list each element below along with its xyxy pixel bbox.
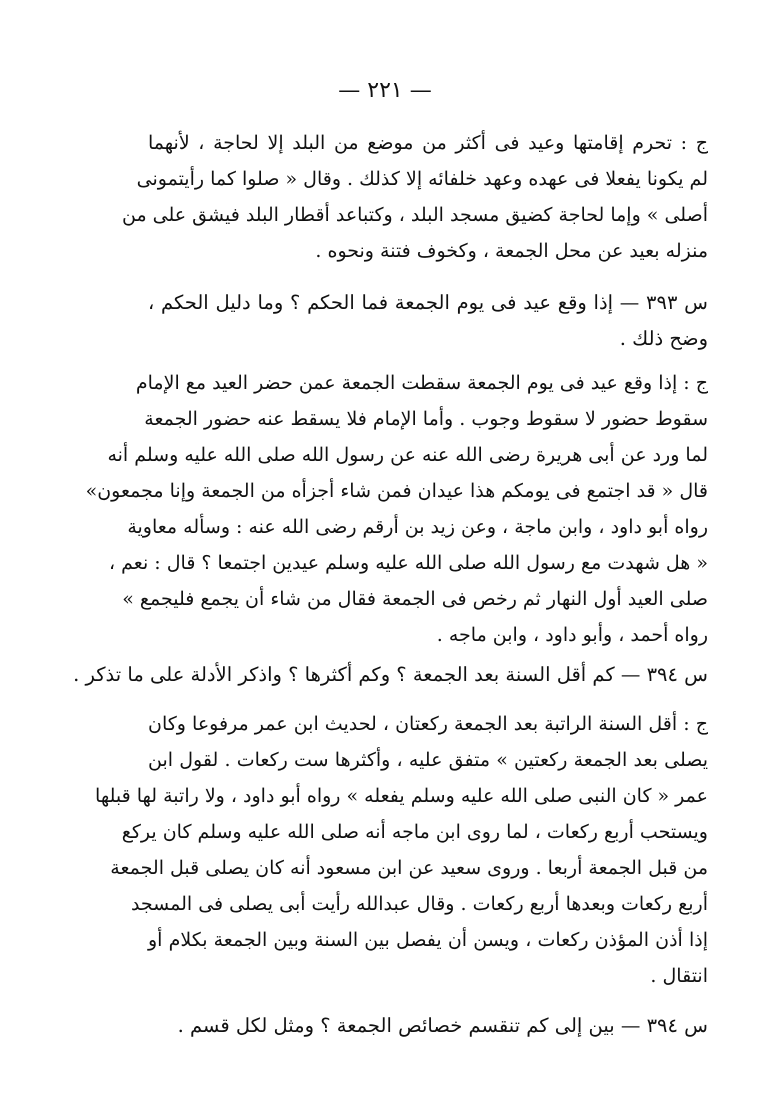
- text-line: س ٣٩٣ — إذا وقع عيد فى يوم الجمعة فما الحكم ؟ وما دليل الحكم ،: [148, 291, 708, 314]
- question-paragraph: [148, 1008, 708, 1044]
- text-line: « هل شهدت مع رسول الله صلى الله عليه وسلم عيدين اجتمعا ؟ قال : نعم ،: [108, 552, 708, 574]
- text-line: رواه أبو داود ، وابن ماجة ، وعن زيد بن أرقم رضى الله عنه : وسأله معاوية: [127, 516, 708, 538]
- answer-paragraph: [85, 365, 708, 653]
- text-line: ويستحب أربع ركعات ، لما روى ابن ماجه أنه صلى الله عليه وسلم كان يركع: [121, 821, 708, 843]
- question-paragraph: [73, 657, 708, 693]
- text-line: عمر « كان النبى صلى الله عليه وسلم يفعله » رواه أبو داود ، ولا راتبة لها قبلها: [95, 785, 708, 807]
- text-line: س ٣٩٤ — بين إلى كم تنقسم خصائص الجمعة ؟ ومثل لكل قسم .: [177, 1014, 708, 1037]
- text-line: انتقال .: [650, 965, 708, 987]
- answer-paragraph: [121, 125, 708, 269]
- text-line: إذا أذن المؤذن ركعات ، ويسن أن يفصل بين السنة وبين الجمعة بكلام أو: [148, 929, 708, 951]
- text-line: من قبل الجمعة أربعا . وروى سعيد عن ابن مسعود أنه كان يصلى قبل الجمعة: [110, 857, 708, 879]
- page-number: — ٢٢١ —: [338, 78, 432, 103]
- answer-paragraph: [95, 706, 708, 994]
- text-line: ج : إذا وقع عيد فى يوم الجمعة سقطت الجمعة عمن حضر العيد مع الإمام: [135, 372, 708, 394]
- question-paragraph: [148, 285, 708, 357]
- text-line: صلى العيد أول النهار ثم رخص فى الجمعة فقال من شاء أن يجمع فليجمع »: [122, 588, 708, 610]
- text-line: قال « قد اجتمع فى يومكم هذا عيدان فمن شاء أجزأه من الجمعة وإنا مجمعون»: [85, 480, 708, 502]
- text-line: لم يكونا يفعلا فى عهده وعهد خلفائه إلا كذلك . وقال « صلوا كما رأيتمونى: [136, 168, 708, 190]
- text-line: لما ورد عن أبى هريرة رضى الله عنه عن رسول الله صلى الله عليه وسلم أنه: [107, 444, 708, 466]
- text-line: سقوط حضور لا سقوط وجوب . وأما الإمام فلا يسقط عنه حضور الجمعة: [144, 408, 708, 430]
- text-line: وضح ذلك .: [619, 327, 708, 350]
- text-line: منزله بعيد عن محل الجمعة ، وكخوف فتنة ونحوه .: [315, 240, 708, 262]
- text-line: أربع ركعات وبعدها أربع ركعات . وقال عبدالله رأيت أبى يصلى فى المسجد: [130, 893, 708, 915]
- text-line: أصلى » وإما لحاجة كضيق مسجد البلد ، وكتباعد أقطار البلد فيشق على من: [121, 204, 708, 226]
- text-line: يصلى بعد الجمعة ركعتين » متفق عليه ، وأكثرها ست ركعات . لقول ابن: [148, 749, 708, 771]
- text-line: س ٣٩٤ — كم أقل السنة بعد الجمعة ؟ وكم أكثرها ؟ واذكر الأدلة على ما تذكر .: [73, 663, 708, 686]
- text-line: ج : أقل السنة الراتبة بعد الجمعة ركعتان ، لحديث ابن عمر مرفوعا وكان: [148, 713, 708, 735]
- text-line: رواه أحمد ، وأبو داود ، وابن ماجه .: [436, 624, 708, 646]
- text-line: ج : تحرم إقامتها وعيد فى أكثر من موضع من البلد إلا لحاجة ، لأنهما: [148, 132, 708, 154]
